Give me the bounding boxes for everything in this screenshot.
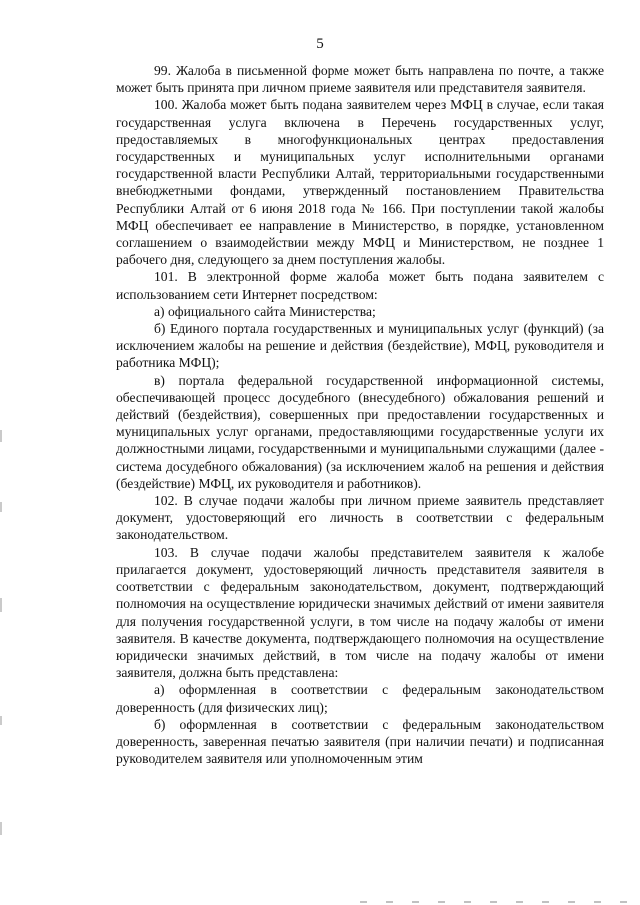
paragraph-102: 102. В случае подачи жалобы при личном приеме заявитель представляет документ, удостоверяющий его личность в соответствии с федеральным законодательством. — [116, 493, 604, 543]
paragraph-101: 101. В электронной форме жалоба может быть подана заявителем с использованием сети Интернет посредством: — [116, 269, 604, 302]
document-body — [116, 62, 604, 767]
scan-edge-marks — [0, 430, 3, 905]
paragraph-100: 100. Жалоба может быть подана заявителем через МФЦ в случае, если такая государственная услуга включена в Перечень государственных услуг, предоставляемых в многофункциональных центрах предоставления государственных и муниципальных услуг исполнительными органами государственной власти Республики Алтай, территориальными государственными внебюджетными фондами, утвержденный постановлением Правительства Республики Алтай от 6 июня 2018 года № 166. При поступлении такой жалобы МФЦ обеспечивает ее направление в Министерство, в порядке, установленном соглашением о взаимодействии между МФЦ и Министерством, не позднее 1 рабочего дня, следующего за днем поступления жалобы. — [116, 97, 604, 268]
paragraph-103: 103. В случае подачи жалобы представителем заявителя к жалобе прилагается документ, удостоверяющий личность представителя заявителя в соответствии с федеральным законодательством, документ, подтверждающий полномочия на осуществление юридически значимых действий от имени заявителя для получения государственной услуги, в том числе на подачу жалобы от имени заявителя. В качестве документа, подтверждающего полномочия на осуществление юридически значимых действий, в том числе на подачу жалобы от имени заявителя, должна быть представлена: — [116, 544, 604, 681]
paragraph-101-v: в) портала федеральной государственной информационной системы, обеспечивающей процесс досудебного (внесудебного) обжалования решений и действий (бездействия), совершенных при предоставлении государственных и муниципальных услуг органами, предоставляющими государственные услуги их должностными лицами, государственными и муниципальными служащими (далее - система досудебного обжалования) (за исключением жалоб на решения и действия (бездействие) МФЦ, их руководителя и работников). — [116, 372, 604, 491]
paragraph-101-b: б) Единого портала государственных и муниципальных услуг (функций) (за исключением жалобы на решение и действия (бездействие), МФЦ, руководителя и работника МФЦ); — [116, 321, 604, 371]
paragraph-103-b: б) оформленная в соответствии с федеральным законодательством доверенность, заверенная печатью заявителя (при наличии печати) и подписанная руководителем заявителя или уполномоченным этим — [116, 716, 604, 767]
paragraph-101-a: а) официального сайта Министерства; — [154, 303, 376, 319]
paragraph-99: 99. Жалоба в письменной форме может быть направлена по почте, а также может быть принята при личном приеме заявителя или представителя заявителя. — [116, 63, 604, 96]
scan-bottom-marks — [360, 901, 640, 904]
paragraph-103-a: а) оформленная в соответствии с федеральным законодательством доверенность (для физических лиц); — [116, 682, 604, 715]
page-number: 5 — [316, 36, 324, 52]
